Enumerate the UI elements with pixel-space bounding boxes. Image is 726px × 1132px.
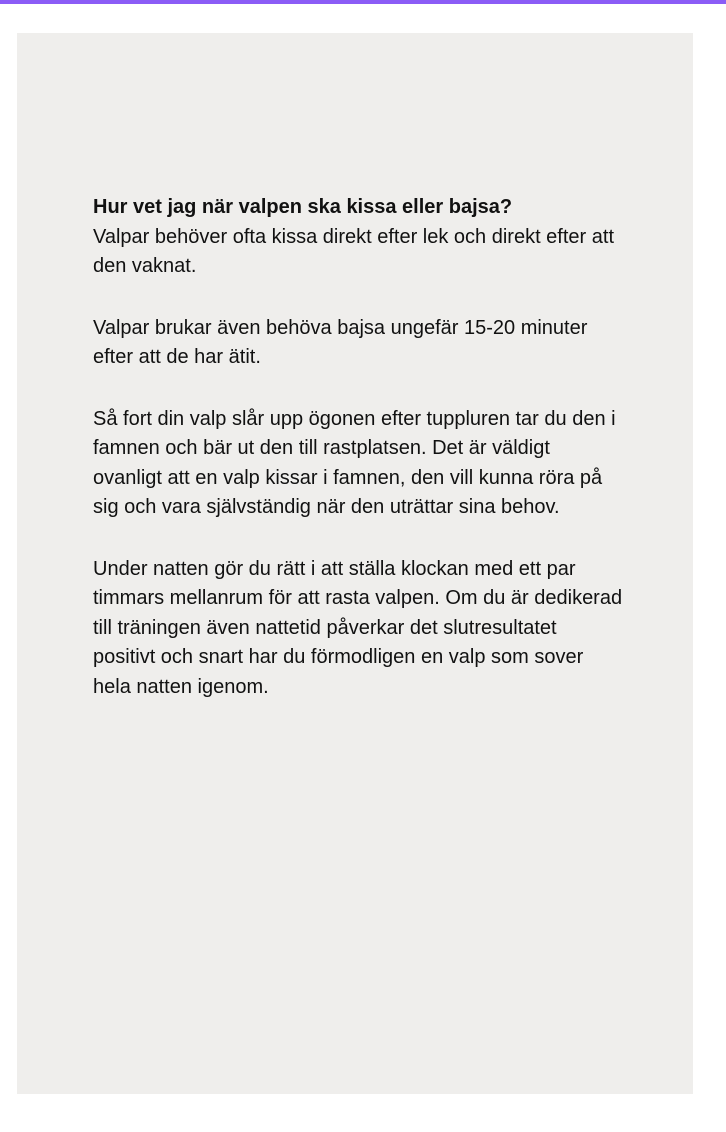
article-paragraph-4: Under natten gör du rätt i att ställa klockan med ett par timmars mellanrum för att rasta valpen. Om du är dedikerad till träningen även nattetid påverkar det slutresultatet positivt och snart har du förmodligen en valp som sover hela natten igenom. [93,557,623,698]
top-accent-bar [0,0,726,4]
content-card [17,33,693,1094]
article-paragraph-1: Valpar behöver ofta kissa direkt efter lek och direkt efter att den vaknat. [93,225,614,277]
article-heading: Hur vet jag när valpen ska kissa eller bajsa? [93,196,513,218]
article-paragraph-2: Valpar brukar även behöva bajsa ungefär 15-20 minuter efter att de har ätit. [93,316,588,368]
article-body [93,193,623,734]
article-paragraph-3: Så fort din valp slår upp ögonen efter tuppluren tar du den i famnen och bär ut den till rastplatsen. Det är väldigt ovanligt att en valp kissar i famnen, den vill kunna röra på sig och vara självständig när den uträttar sina behov. [93,407,616,518]
